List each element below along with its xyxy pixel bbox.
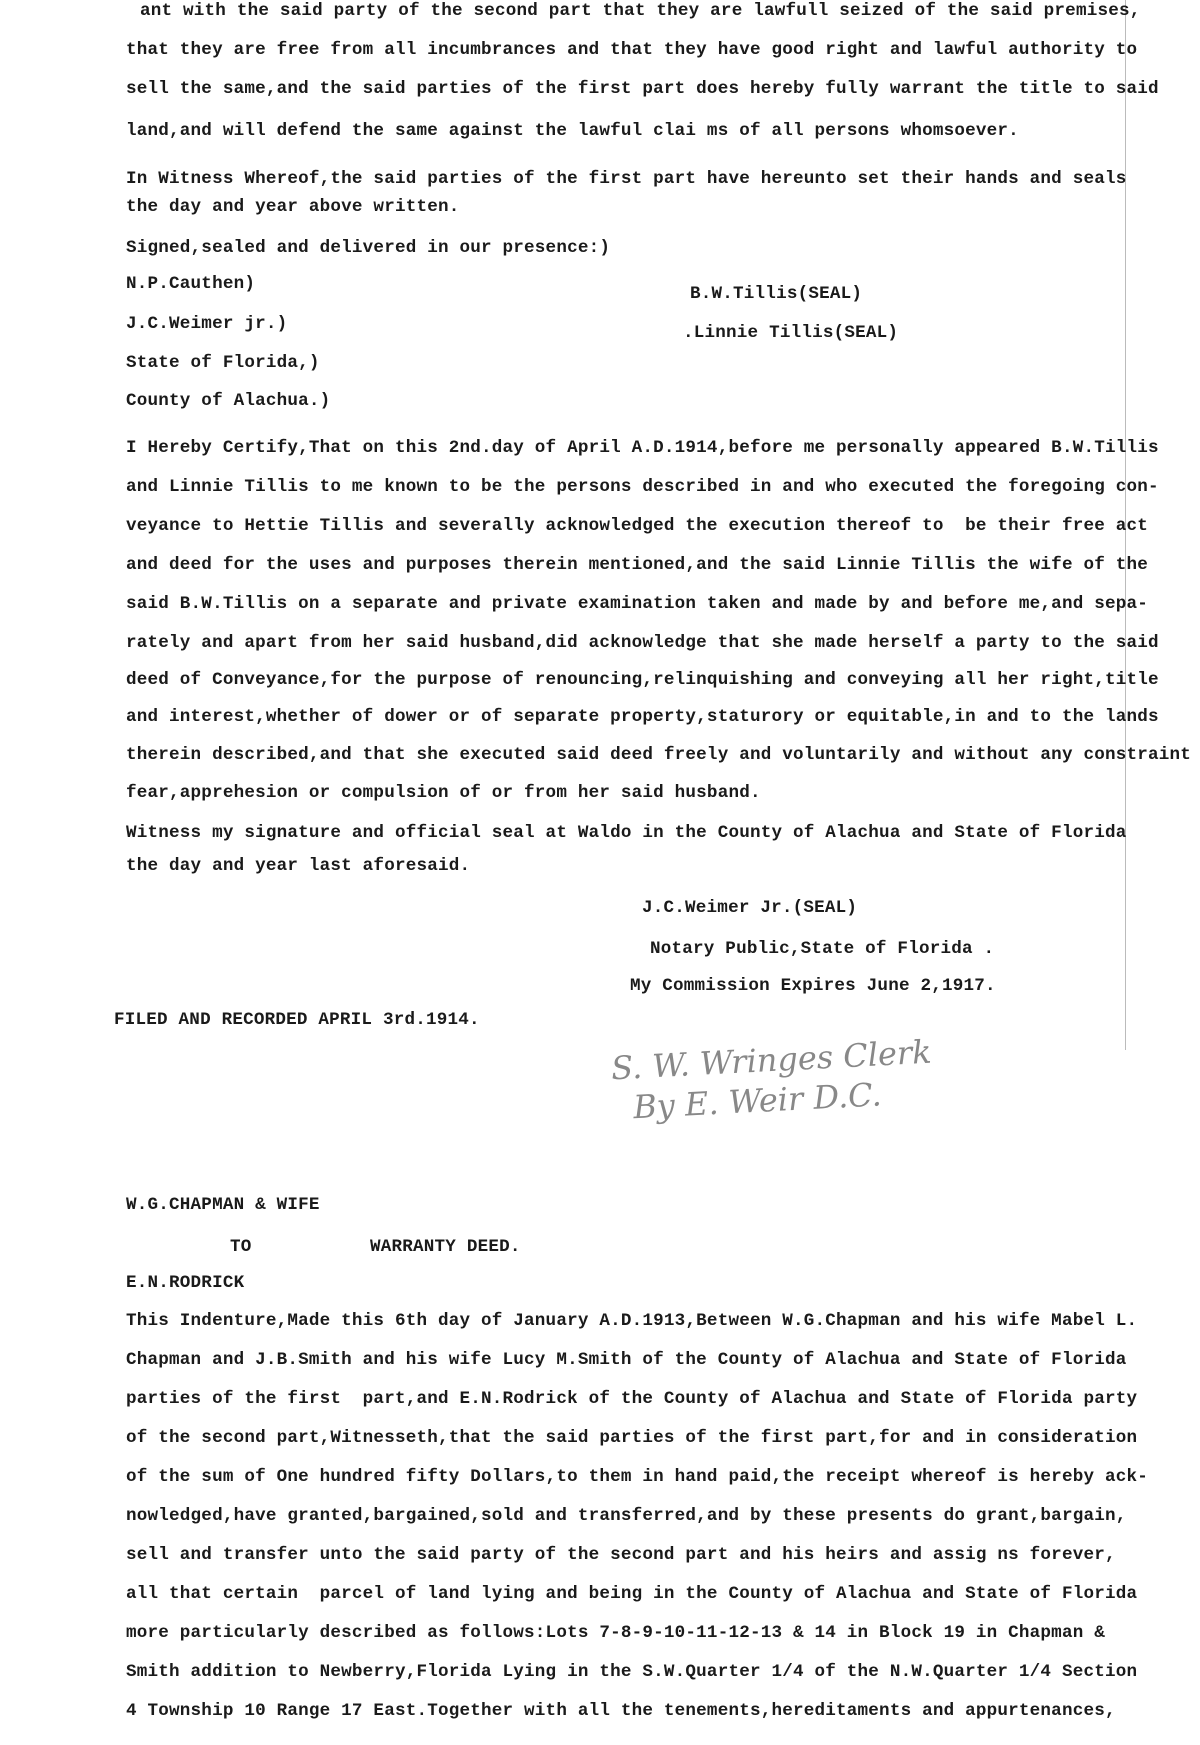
deed-line: of the second part,Witnesseth,that the said parties of the first part,for and in consideration (126, 1428, 1138, 1448)
text-line: that they are free from all incumbrances and that they have good right and lawful authority to (126, 40, 1138, 60)
certificate-line: veyance to Hettie Tillis and severally acknowledged the execution thereof to be their free act (126, 516, 1149, 536)
signature-line: By E. Weir D.C. (632, 1075, 883, 1127)
certificate-line: fear,apprehesion or compulsion of or from her said husband. (126, 783, 761, 803)
deed-line: more particularly described as follows:Lots 7-8-9-10-11-12-13 & 14 in Block 19 in Chapman & (126, 1623, 1105, 1643)
witness-name: N.P.Cauthen) (126, 274, 256, 294)
certificate-line: the day and year last aforesaid. (126, 856, 471, 876)
certificate-line: rately and apart from her said husband,did acknowledge that she made herself a party to the said (126, 633, 1159, 653)
text-line: ant with the said party of the second part that they are lawfull seized of the said premises, (140, 1, 1141, 21)
text-line: sell the same,and the said parties of the first part does hereby fully warrant the title to said (126, 79, 1159, 99)
text-line: In Witness Whereof,the said parties of the first part have hereunto set their hands and seals (126, 169, 1127, 189)
notary-title: Notary Public,State of Florida . (650, 939, 995, 959)
grantee-heading: E.N.RODRICK (126, 1273, 245, 1293)
certificate-line: and interest,whether of dower or of separate property,staturory or equitable,in and to the lands (126, 707, 1159, 727)
deed-line: all that certain parcel of land lying and being in the County of Alachua and State of Florida (126, 1584, 1138, 1604)
witness-name: J.C.Weimer jr.) (126, 314, 288, 334)
certificate-line: and Linnie Tillis to me known to be the persons described in and who executed the foregoing con- (126, 477, 1159, 497)
certificate-line: and deed for the uses and purposes therein mentioned,and the said Linnie Tillis the wife of the (126, 555, 1149, 575)
deed-line: Smith addition to Newberry,Florida Lying in the S.W.Quarter 1/4 of the N.W.Quarter 1/4 Section (126, 1662, 1138, 1682)
venue-county: County of Alachua.) (126, 391, 331, 411)
venue-state: State of Florida,) (126, 353, 320, 373)
text-line: the day and year above written. (126, 197, 460, 217)
clerk-signature (610, 1032, 934, 1129)
certificate-line: I Hereby Certify,That on this 2nd.day of April A.D.1914,before me personally appeared B.W.Tillis (126, 438, 1159, 458)
text-line: land,and will defend the same against the lawful clai ms of all persons whomsoever. (126, 121, 1019, 141)
certificate-line: deed of Conveyance,for the purpose of renouncing,relinquishing and conveying all her right,title (126, 670, 1159, 690)
signature-line: S. W. Wringes Clerk (610, 1032, 933, 1088)
deed-type-heading: WARRANTY DEED. (370, 1237, 521, 1257)
signer-name: B.W.Tillis(SEAL) (690, 284, 863, 304)
deed-line: sell and transfer unto the said party of the second part and his heirs and assig ns forever, (126, 1545, 1116, 1565)
deed-line: parties of the first part,and E.N.Rodrick of the County of Alachua and State of Florida party (126, 1389, 1138, 1409)
deed-line: of the sum of One hundred fifty Dollars,to them in hand paid,the receipt whereof is hereby ack- (126, 1467, 1149, 1487)
signer-name: .Linnie Tillis(SEAL) (683, 323, 899, 343)
filing-record: FILED AND RECORDED APRIL 3rd.1914. (114, 1010, 480, 1030)
text-line: Signed,sealed and delivered in our presence:) (126, 238, 611, 258)
grantor-heading: W.G.CHAPMAN & WIFE (126, 1195, 320, 1215)
deed-line: nowledged,have granted,bargained,sold and transferred,and by these presents do grant,bargain, (126, 1506, 1127, 1526)
certificate-line: Witness my signature and official seal at Waldo in the County of Alachua and State of Florida (126, 823, 1127, 843)
notary-commission: My Commission Expires June 2,1917. (630, 976, 996, 996)
certificate-line: therein described,and that she executed said deed freely and voluntarily and without any constraint (126, 745, 1192, 765)
notary-name: J.C.Weimer Jr.(SEAL) (642, 898, 858, 918)
deed-line: This Indenture,Made this 6th day of January A.D.1913,Between W.G.Chapman and his wife Mabel L. (126, 1311, 1138, 1331)
deed-line: Chapman and J.B.Smith and his wife Lucy M.Smith of the County of Alachua and State of Florida (126, 1350, 1127, 1370)
deed-line: 4 Township 10 Range 17 East.Together with all the tenements,hereditaments and appurtenances, (126, 1701, 1116, 1721)
to-heading: TO (230, 1237, 252, 1257)
certificate-line: said B.W.Tillis on a separate and private examination taken and made by and before me,and sepa- (126, 594, 1149, 614)
